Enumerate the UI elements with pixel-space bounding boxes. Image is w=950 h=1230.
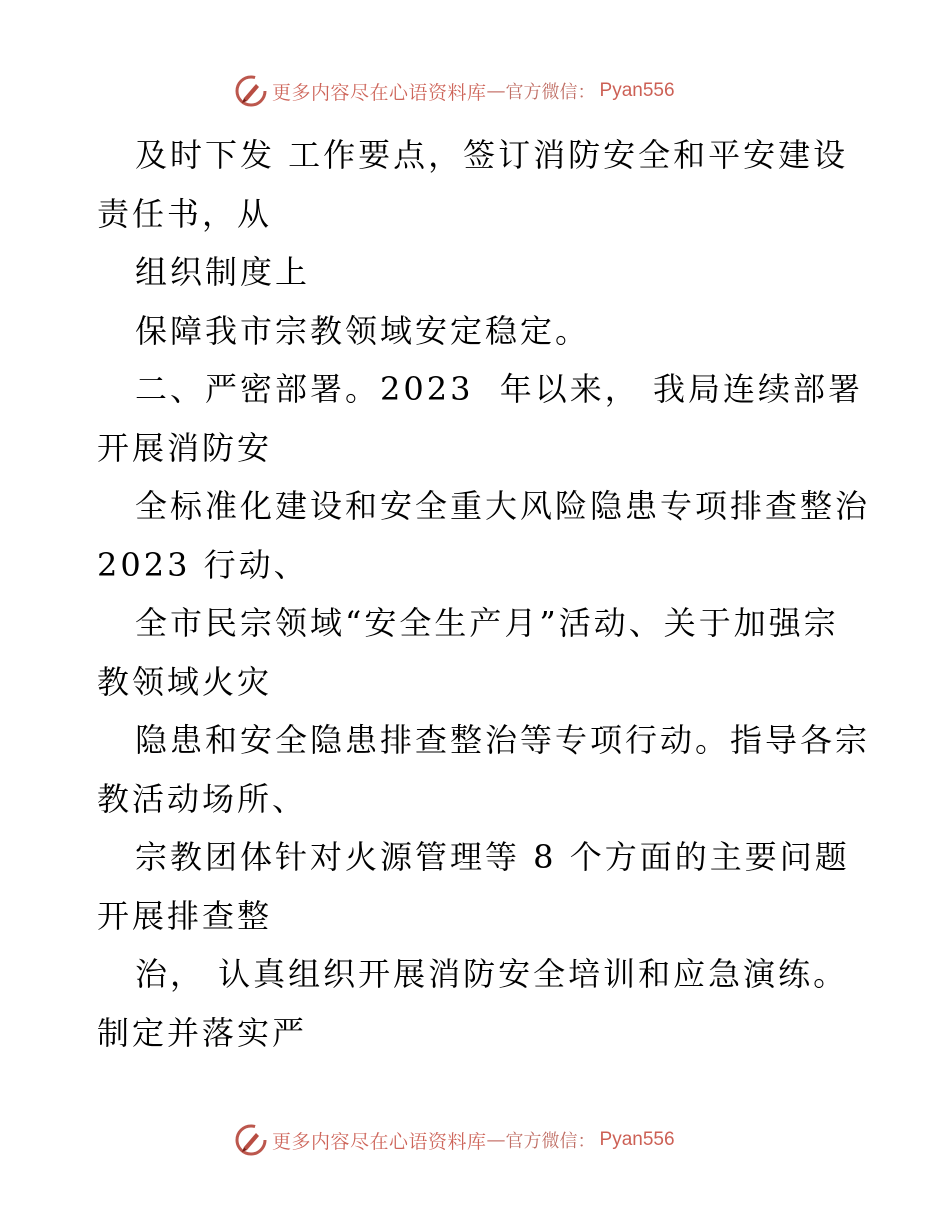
text-line: 教领域火灾 (97, 662, 273, 701)
text-line: 开展排查整 (97, 896, 273, 935)
text-line: 二、严密部署。2023 年以来， 我局连续部署 (135, 370, 863, 408)
watermark-account: Pyan556 (599, 1129, 675, 1150)
text-line: 责任书，从 (97, 194, 273, 233)
text-line: 隐患和安全隐患排查整治等专项行动。指导各宗 (135, 721, 871, 759)
header-watermark (234, 71, 675, 111)
watermark-dash: — (486, 1129, 506, 1151)
text-line: 全标准化建设和安全重大风险隐患专项排查整治 (135, 487, 871, 525)
text-line: 教活动场所、 (97, 779, 308, 818)
text-line: 组织制度上 (135, 253, 311, 291)
watermark-account: Pyan556 (599, 80, 675, 101)
text-line: 全市民宗领域“安全生产月”活动、关于加强宗 (135, 604, 839, 642)
watermark-label: 官方微信： (505, 1131, 596, 1152)
text-line: 制定并落实严 (97, 1013, 308, 1052)
text-line: 保障我市宗教领域安定稳定。 (135, 311, 591, 350)
text-line: 开展消防安 (97, 428, 273, 467)
watermark-brand: 更多内容尽在心语资料库 (272, 1130, 487, 1153)
watermark-brand: 更多内容尽在心语资料库 (272, 81, 487, 104)
watermark-label: 官方微信： (505, 82, 596, 103)
footer-watermark (234, 1120, 675, 1160)
text-line: 及时下发 工作要点，签订消防安全和平安建设 (135, 136, 849, 174)
watermark-dash: — (486, 80, 506, 102)
text-line: 宗教团体针对火源管理等 8 个方面的主要问题 (135, 838, 850, 876)
document-body (97, 126, 871, 1062)
pen-logo-icon (234, 1123, 268, 1157)
text-line: 2023 行动、 (97, 545, 309, 584)
text-line: 治， 认真组织开展消防安全培训和应急演练。 (135, 955, 849, 993)
pen-logo-icon (234, 74, 268, 108)
